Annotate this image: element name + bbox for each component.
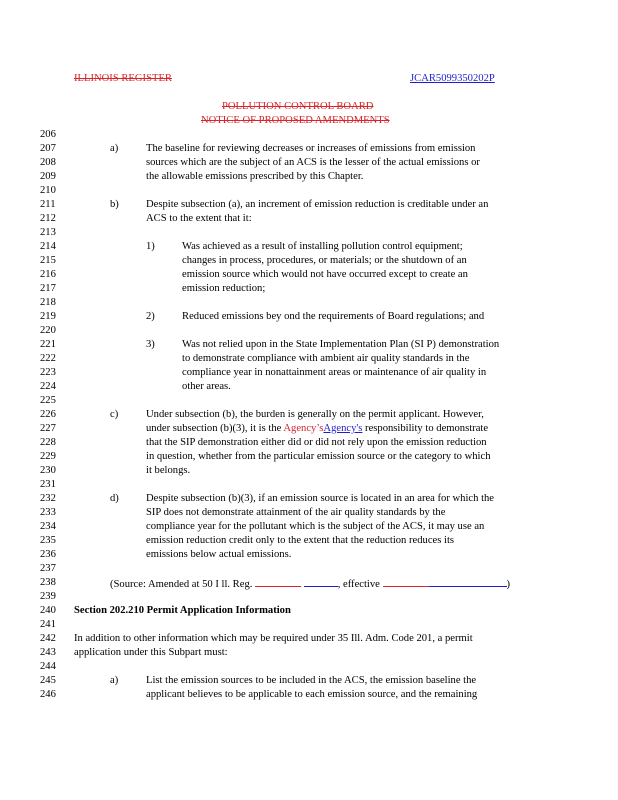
source-note [110,576,510,592]
line-number: 215 [40,255,56,266]
line-number: 228 [40,437,56,448]
line-number: 222 [40,353,56,364]
line-number: 239 [40,591,56,602]
line-number: 230 [40,465,56,476]
para-c-marker: c) [110,409,119,420]
list-a-marker: a) [110,675,119,686]
line-number: 244 [40,661,56,672]
line-number: 207 [40,143,56,154]
item-3-line: compliance year in nonattainment areas or maintenance of air quality in [182,367,487,378]
list-a-line: applicant believes to be applicable to each emission source, and the remaining [146,689,478,700]
register-title: ILLINOIS REGISTER [74,73,172,84]
para-d-line: Despite subsection (b)(3), if an emission source is located in an area for which the [146,493,495,504]
line-number: 236 [40,549,56,560]
item-1-marker: 1) [146,241,155,252]
line-number: 216 [40,269,56,280]
item-3-marker: 3) [146,339,155,350]
line-number: 220 [40,325,56,336]
line-number: 223 [40,367,56,378]
para-c-line: that the SIP demonstration either did or did not rely upon the emission reduction [146,437,487,448]
para-d-line: compliance year for the pollutant which is the subject of the ACS, it may use an [146,521,485,532]
item-2-marker: 2) [146,311,155,322]
para-c-line-amended [146,422,488,436]
line-number: 225 [40,395,56,406]
line-number: 235 [40,535,56,546]
line-number: 213 [40,227,56,238]
para-c-text: under subsection (b)(3), it is the [146,423,284,434]
line-number: 226 [40,409,56,420]
source-suffix: ) [506,579,511,590]
line-number: 227 [40,423,56,434]
line-number: 208 [40,157,56,168]
para-b-line: Despite subsection (a), an increment of emission reduction is creditable under an [146,199,489,210]
line-number: 219 [40,311,56,322]
line-number: 217 [40,283,56,294]
para-d-line: SIP does not demonstrate attainment of the air quality standards by the [146,507,446,518]
para-c-line: Under subsection (b), the burden is generally on the permit applicant. However, [146,409,484,420]
section-heading: Section 202.210 Permit Application Information [74,605,291,616]
para-c-text: responsibility to demonstrate [362,423,489,434]
line-number: 206 [40,129,56,140]
para-c-line: in question, whether from the particular emission source or the category to which [146,451,491,462]
line-number: 232 [40,493,56,504]
source-effective: , effective [337,579,380,590]
line-number: 234 [40,521,56,532]
line-number: 245 [40,675,56,686]
item-3-line: to demonstrate compliance with ambient air quality standards in the [182,353,470,364]
para-b-line: ACS to the extent that it: [146,213,252,224]
line-number: 246 [40,689,56,700]
inserted-text: Agency's [323,423,363,434]
para-d-marker: d) [110,493,119,504]
intro-line: In addition to other information which may be required under 35 Ill. Adm. Code 201, a permit [74,633,473,644]
effective-date-blank-2 [429,576,507,587]
para-a-line: the allowable emissions prescribed by this Chapter. [146,171,364,182]
para-c-line: it belongs. [146,465,191,476]
line-number: 243 [40,647,56,658]
notice-title: NOTICE OF PROPOSED AMENDMENTS [201,115,390,126]
board-title: POLLUTION CONTROL BOARD [222,101,374,112]
line-number: 242 [40,633,56,644]
register-page-blank [304,576,338,587]
item-2-line: Reduced emissions bey ond the requirements of Board regulations; and [182,311,485,322]
item-3-line: other areas. [182,381,231,392]
line-number: 238 [40,577,56,588]
para-d-line: emission reduction credit only to the extent that the reduction reduces its [146,535,455,546]
line-number: 214 [40,241,56,252]
para-a-marker: a) [110,143,119,154]
item-1-line: Was achieved as a result of installing pollution control equipment; [182,241,463,252]
deleted-text: Agency’s [283,423,324,434]
item-1-line: changes in process, procedures, or materials; or the shutdown of an [182,255,467,266]
item-1-line: emission reduction; [182,283,266,294]
para-b-marker: b) [110,199,119,210]
effective-date-blank [383,576,429,587]
line-number: 237 [40,563,56,574]
line-number: 229 [40,451,56,462]
item-1-line: emission source which would not have occurred except to create an [182,269,468,280]
line-number: 233 [40,507,56,518]
jcar-code: JCAR5099350202P [410,73,495,84]
intro-line: application under this Subpart must: [74,647,228,658]
line-number: 211 [40,199,56,210]
para-a-line: The baseline for reviewing decreases or increases of emissions from emission [146,143,476,154]
line-number: 224 [40,381,56,392]
line-number: 210 [40,185,56,196]
line-number: 241 [40,619,56,630]
source-prefix: (Source: Amended at 50 I ll. Reg. [110,579,253,590]
list-a-line: List the emission sources to be included in the ACS, the emission baseline the [146,675,477,686]
line-number: 240 [40,605,56,616]
line-number: 218 [40,297,56,308]
para-a-line: sources which are the subject of an ACS is the lesser of the actual emissions or [146,157,480,168]
line-number: 209 [40,171,56,182]
item-3-line: Was not relied upon in the State Implementation Plan (SI P) demonstration [182,339,500,350]
register-volume-blank [255,576,301,587]
line-number: 221 [40,339,56,350]
line-number: 212 [40,213,56,224]
line-number: 231 [40,479,56,490]
para-d-line: emissions below actual emissions. [146,549,292,560]
